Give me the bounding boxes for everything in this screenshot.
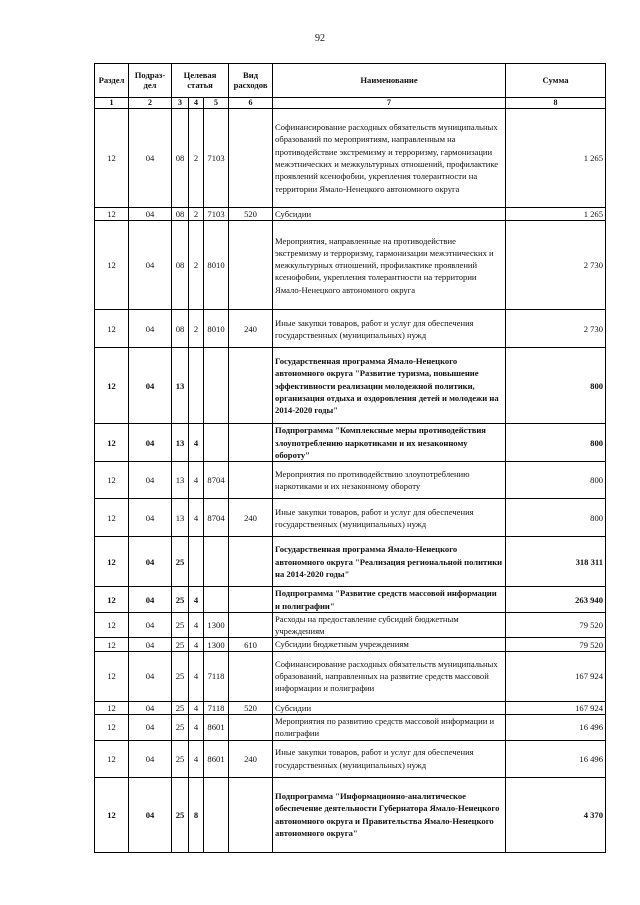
expense-type-cell bbox=[229, 715, 273, 741]
target-code-1-cell: 08 bbox=[172, 310, 189, 348]
column-number-row bbox=[95, 98, 606, 109]
podrazdel-cell: 04 bbox=[129, 348, 172, 424]
target-code-2-cell: 4 bbox=[189, 715, 204, 741]
target-code-1-cell: 25 bbox=[172, 777, 189, 852]
target-code-1-cell: 08 bbox=[172, 109, 189, 208]
target-code-1-cell: 25 bbox=[172, 612, 189, 638]
podrazdel-cell: 04 bbox=[129, 715, 172, 741]
table-row bbox=[95, 424, 606, 462]
target-code-2-cell: 2 bbox=[189, 109, 204, 208]
column-number: 7 bbox=[273, 98, 506, 109]
razdel-cell: 12 bbox=[95, 651, 129, 701]
target-code-1-cell: 13 bbox=[172, 499, 189, 537]
column-number: 5 bbox=[204, 98, 229, 109]
target-code-3-cell: 7103 bbox=[204, 109, 229, 208]
target-code-1-cell: 25 bbox=[172, 638, 189, 651]
expense-type-cell bbox=[229, 651, 273, 701]
target-code-2-cell: 4 bbox=[189, 424, 204, 462]
podrazdel-cell: 04 bbox=[129, 701, 172, 714]
sum-cell: 2 730 bbox=[506, 221, 606, 310]
target-code-3-cell: 8704 bbox=[204, 462, 229, 499]
table-row bbox=[95, 109, 606, 208]
target-code-3-cell: 8601 bbox=[204, 740, 229, 777]
podrazdel-cell: 04 bbox=[129, 462, 172, 499]
target-code-2-cell: 4 bbox=[189, 499, 204, 537]
name-cell: Иные закупки товаров, работ и услуг для обеспечения государственных (муниципальных) нужд bbox=[273, 310, 506, 348]
name-cell: Государственная программа Ямало-Ненецкого автономного округа "Развитие туризма, повышение эффективности реализации молодежной политики, организация отдыха и оздоровления детей и молодежи на 2014-2020 годы" bbox=[273, 348, 506, 424]
expense-type-cell bbox=[229, 537, 273, 587]
table-row bbox=[95, 777, 606, 852]
name-cell: Субсидии бюджетным учреждениям bbox=[273, 638, 506, 651]
target-code-2-cell: 2 bbox=[189, 310, 204, 348]
expense-type-cell bbox=[229, 587, 273, 613]
name-cell: Мероприятия, направленные на противодействие экстремизму и терроризму, гармонизации межэтнических и межкультурных отношений, профилактике проявлений ксенофобии, укрепления толерантности на территории Ямало-Ненецкого автономного округа bbox=[273, 221, 506, 310]
table-row bbox=[95, 587, 606, 613]
table-row bbox=[95, 537, 606, 587]
podrazdel-cell: 04 bbox=[129, 424, 172, 462]
budget-table bbox=[94, 63, 606, 853]
target-code-3-cell bbox=[204, 777, 229, 852]
header-razdel: Раздел bbox=[95, 64, 129, 98]
sum-cell: 79 520 bbox=[506, 638, 606, 651]
target-code-2-cell: 4 bbox=[189, 587, 204, 613]
sum-cell: 263 940 bbox=[506, 587, 606, 613]
target-code-2-cell: 8 bbox=[189, 777, 204, 852]
razdel-cell: 12 bbox=[95, 587, 129, 613]
table-row bbox=[95, 715, 606, 741]
target-code-3-cell: 8601 bbox=[204, 715, 229, 741]
target-code-3-cell: 8010 bbox=[204, 221, 229, 310]
expense-type-cell bbox=[229, 221, 273, 310]
sum-cell: 800 bbox=[506, 348, 606, 424]
sum-cell: 167 924 bbox=[506, 701, 606, 714]
expense-type-cell: 610 bbox=[229, 638, 273, 651]
podrazdel-cell: 04 bbox=[129, 109, 172, 208]
target-code-3-cell bbox=[204, 537, 229, 587]
razdel-cell: 12 bbox=[95, 208, 129, 221]
header-vid-rashodov: Вид расходов bbox=[229, 64, 273, 98]
podrazdel-cell: 04 bbox=[129, 587, 172, 613]
expense-type-cell: 520 bbox=[229, 208, 273, 221]
sum-cell: 1 265 bbox=[506, 208, 606, 221]
header-celevaya-statya: Целевая статья bbox=[172, 64, 229, 98]
razdel-cell: 12 bbox=[95, 612, 129, 638]
razdel-cell: 12 bbox=[95, 777, 129, 852]
sum-cell: 1 265 bbox=[506, 109, 606, 208]
name-cell: Мероприятия по развитию средств массовой информации и полиграфии bbox=[273, 715, 506, 741]
name-cell: Расходы на предоставление субсидий бюджетным учреждениям bbox=[273, 612, 506, 638]
razdel-cell: 12 bbox=[95, 221, 129, 310]
target-code-1-cell: 25 bbox=[172, 537, 189, 587]
table-row bbox=[95, 701, 606, 714]
sum-cell: 2 730 bbox=[506, 310, 606, 348]
column-number: 2 bbox=[129, 98, 172, 109]
header-summa: Сумма bbox=[506, 64, 606, 98]
sum-cell: 16 496 bbox=[506, 740, 606, 777]
target-code-3-cell bbox=[204, 587, 229, 613]
expense-type-cell bbox=[229, 462, 273, 499]
target-code-3-cell: 7103 bbox=[204, 208, 229, 221]
razdel-cell: 12 bbox=[95, 109, 129, 208]
target-code-2-cell: 2 bbox=[189, 208, 204, 221]
name-cell: Иные закупки товаров, работ и услуг для обеспечения государственных (муниципальных) нужд bbox=[273, 740, 506, 777]
expense-type-cell: 240 bbox=[229, 499, 273, 537]
target-code-1-cell: 13 bbox=[172, 462, 189, 499]
target-code-1-cell: 25 bbox=[172, 701, 189, 714]
name-cell: Софинансирование расходных обязательств муниципальных образований, направленных на развитие средств массовой информации и полиграфии bbox=[273, 651, 506, 701]
razdel-cell: 12 bbox=[95, 715, 129, 741]
target-code-1-cell: 08 bbox=[172, 221, 189, 310]
column-number: 4 bbox=[189, 98, 204, 109]
target-code-2-cell: 4 bbox=[189, 462, 204, 499]
target-code-1-cell: 25 bbox=[172, 715, 189, 741]
razdel-cell: 12 bbox=[95, 348, 129, 424]
column-number: 6 bbox=[229, 98, 273, 109]
podrazdel-cell: 04 bbox=[129, 499, 172, 537]
header-row bbox=[95, 64, 606, 98]
header-podrazdel: Подраз-дел bbox=[129, 64, 172, 98]
razdel-cell: 12 bbox=[95, 310, 129, 348]
podrazdel-cell: 04 bbox=[129, 651, 172, 701]
target-code-2-cell: 2 bbox=[189, 221, 204, 310]
podrazdel-cell: 04 bbox=[129, 777, 172, 852]
header-naimenovanie: Наименование bbox=[273, 64, 506, 98]
name-cell: Софинансирование расходных обязательств муниципальных образований по мероприятиям, направленным на противодействие экстремизму и терроризму, гармонизации межэтнических и межкультурных отношений, профилактике проявлений ксенофобии, укрепления толерантности на территории Ямало-Ненецкого автономного округа bbox=[273, 109, 506, 208]
target-code-3-cell bbox=[204, 424, 229, 462]
table-row bbox=[95, 651, 606, 701]
expense-type-cell: 240 bbox=[229, 740, 273, 777]
name-cell: Субсидии bbox=[273, 208, 506, 221]
table-row bbox=[95, 208, 606, 221]
target-code-2-cell bbox=[189, 537, 204, 587]
podrazdel-cell: 04 bbox=[129, 310, 172, 348]
target-code-3-cell: 8704 bbox=[204, 499, 229, 537]
sum-cell: 800 bbox=[506, 424, 606, 462]
razdel-cell: 12 bbox=[95, 462, 129, 499]
target-code-3-cell: 8010 bbox=[204, 310, 229, 348]
target-code-2-cell bbox=[189, 348, 204, 424]
target-code-1-cell: 13 bbox=[172, 424, 189, 462]
table-row bbox=[95, 499, 606, 537]
target-code-3-cell bbox=[204, 348, 229, 424]
expense-type-cell bbox=[229, 424, 273, 462]
table-row bbox=[95, 638, 606, 651]
sum-cell: 800 bbox=[506, 499, 606, 537]
name-cell: Государственная программа Ямало-Ненецкого автономного округа "Реализация региональной политики на 2014-2020 годы" bbox=[273, 537, 506, 587]
table-row bbox=[95, 612, 606, 638]
target-code-2-cell: 4 bbox=[189, 740, 204, 777]
target-code-1-cell: 08 bbox=[172, 208, 189, 221]
razdel-cell: 12 bbox=[95, 537, 129, 587]
column-number: 8 bbox=[506, 98, 606, 109]
podrazdel-cell: 04 bbox=[129, 638, 172, 651]
target-code-3-cell: 1300 bbox=[204, 638, 229, 651]
razdel-cell: 12 bbox=[95, 638, 129, 651]
target-code-1-cell: 25 bbox=[172, 651, 189, 701]
sum-cell: 16 496 bbox=[506, 715, 606, 741]
sum-cell: 318 311 bbox=[506, 537, 606, 587]
column-number: 1 bbox=[95, 98, 129, 109]
name-cell: Подпрограмма "Информационно-аналитическое обеспечение деятельности Губернатора Ямало-Ненецкого автономного округа и Правительства Ямало-Ненецкого автономного округа" bbox=[273, 777, 506, 852]
target-code-2-cell: 4 bbox=[189, 701, 204, 714]
target-code-2-cell: 4 bbox=[189, 638, 204, 651]
table-row bbox=[95, 740, 606, 777]
name-cell: Мероприятия по противодействию злоупотреблению наркотиками и их незаконному обороту bbox=[273, 462, 506, 499]
razdel-cell: 12 bbox=[95, 701, 129, 714]
table-body bbox=[95, 109, 606, 853]
podrazdel-cell: 04 bbox=[129, 221, 172, 310]
table-row bbox=[95, 221, 606, 310]
razdel-cell: 12 bbox=[95, 499, 129, 537]
name-cell: Субсидии bbox=[273, 701, 506, 714]
table-row bbox=[95, 348, 606, 424]
razdel-cell: 12 bbox=[95, 424, 129, 462]
expense-type-cell bbox=[229, 109, 273, 208]
podrazdel-cell: 04 bbox=[129, 612, 172, 638]
target-code-3-cell: 7118 bbox=[204, 651, 229, 701]
sum-cell: 800 bbox=[506, 462, 606, 499]
column-number: 3 bbox=[172, 98, 189, 109]
podrazdel-cell: 04 bbox=[129, 740, 172, 777]
sum-cell: 79 520 bbox=[506, 612, 606, 638]
expense-type-cell bbox=[229, 612, 273, 638]
podrazdel-cell: 04 bbox=[129, 537, 172, 587]
target-code-2-cell: 4 bbox=[189, 651, 204, 701]
name-cell: Подпрограмма "Развитие средств массовой информации и полиграфии" bbox=[273, 587, 506, 613]
podrazdel-cell: 04 bbox=[129, 208, 172, 221]
page-number: 92 bbox=[315, 33, 325, 44]
target-code-1-cell: 25 bbox=[172, 587, 189, 613]
target-code-1-cell: 25 bbox=[172, 740, 189, 777]
table-row bbox=[95, 462, 606, 499]
name-cell: Иные закупки товаров, работ и услуг для обеспечения государственных (муниципальных) нужд bbox=[273, 499, 506, 537]
razdel-cell: 12 bbox=[95, 740, 129, 777]
target-code-2-cell: 4 bbox=[189, 612, 204, 638]
expense-type-cell: 240 bbox=[229, 310, 273, 348]
expense-type-cell bbox=[229, 348, 273, 424]
sum-cell: 4 370 bbox=[506, 777, 606, 852]
name-cell: Подпрограмма "Комплексные меры противодействия злоупотреблению наркотиками и их незаконному обороту" bbox=[273, 424, 506, 462]
target-code-3-cell: 1300 bbox=[204, 612, 229, 638]
table-row bbox=[95, 310, 606, 348]
expense-type-cell: 520 bbox=[229, 701, 273, 714]
expense-type-cell bbox=[229, 777, 273, 852]
target-code-1-cell: 13 bbox=[172, 348, 189, 424]
target-code-3-cell: 7118 bbox=[204, 701, 229, 714]
sum-cell: 167 924 bbox=[506, 651, 606, 701]
